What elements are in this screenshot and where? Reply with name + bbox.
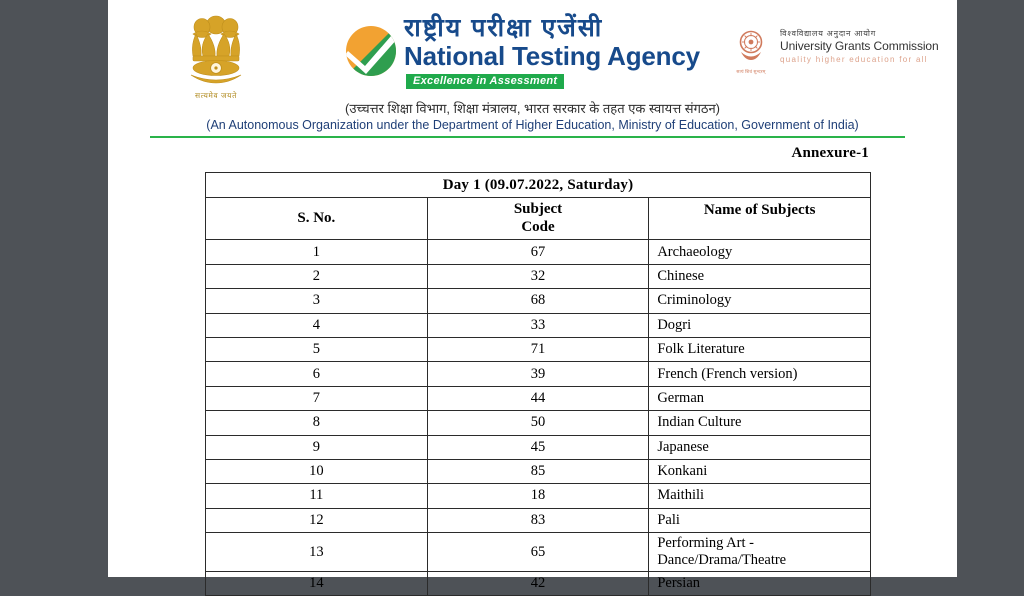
table-row [206, 459, 871, 483]
document-page [108, 0, 957, 592]
cell-subject-code: 39 [427, 362, 649, 386]
column-header-sno: S. No. [206, 198, 428, 240]
cell-sno: 2 [206, 264, 428, 288]
cell-subject-code: 65 [427, 533, 649, 572]
nta-title-hindi: राष्ट्रीय परीक्षा एजेंसी [404, 14, 604, 42]
cell-subject-code: 83 [427, 508, 649, 532]
cell-sno: 12 [206, 508, 428, 532]
subjects-table-wrapper [205, 172, 871, 596]
cell-sno: 7 [206, 386, 428, 410]
cell-subject-code: 85 [427, 459, 649, 483]
table-row [206, 289, 871, 313]
cell-sno: 6 [206, 362, 428, 386]
ugc-emblem-icon [733, 28, 769, 64]
cell-subject-name: Folk Literature [649, 337, 871, 361]
table-row [206, 337, 871, 361]
table-row [206, 411, 871, 435]
subtitle-hindi: (उच्चत्तर शिक्षा विभाग, शिक्षा मंत्रालय, भारत सरकार के तहत एक स्वायत्त संगठन) [344, 101, 720, 116]
cell-subject-name: Persian [649, 572, 871, 596]
table-row [206, 386, 871, 410]
cell-subject-code: 33 [427, 313, 649, 337]
nta-title-english: National Testing Agency [404, 41, 700, 71]
cell-subject-name: Archaeology [649, 240, 871, 264]
cell-sno: 5 [206, 337, 428, 361]
cell-subject-name: Chinese [649, 264, 871, 288]
document-header [108, 0, 957, 140]
cell-sno: 8 [206, 411, 428, 435]
ugc-slogan: quality higher education for all [780, 54, 928, 64]
cell-subject-code: 42 [427, 572, 649, 596]
cell-sno: 10 [206, 459, 428, 483]
nta-tagline-badge: Excellence in Assessment [406, 74, 564, 89]
table-row [206, 313, 871, 337]
column-header-subject-code-line2: Code [521, 218, 555, 235]
table-row [206, 362, 871, 386]
column-header-name-of-subjects: Name of Subjects [649, 198, 871, 240]
cell-subject-name: Performing Art - Dance/Drama/Theatre [649, 533, 871, 572]
cell-sno: 14 [206, 572, 428, 596]
subtitle-english: (An Autonomous Organization under the Department of Higher Education, Ministry of Education, Government of India) [206, 118, 859, 132]
ugc-text-block [780, 29, 939, 66]
cell-subject-code: 68 [427, 289, 649, 313]
ugc-logo-block [730, 28, 945, 76]
cell-subject-name: Konkani [649, 459, 871, 483]
cell-subject-code: 44 [427, 386, 649, 410]
table-row [206, 484, 871, 508]
column-header-subject-code [427, 198, 649, 240]
table-row [206, 264, 871, 288]
annexure-label: Annexure-1 [791, 145, 869, 161]
nta-checkmark-circle-logo [344, 24, 398, 78]
cell-sno: 3 [206, 289, 428, 313]
cell-sno: 9 [206, 435, 428, 459]
ugc-name-english: University Grants Commission [780, 39, 939, 54]
cell-subject-name: Criminology [649, 289, 871, 313]
cell-subject-name: Dogri [649, 313, 871, 337]
table-row [206, 435, 871, 459]
cell-sno: 13 [206, 533, 428, 572]
cell-subject-name: Maithili [649, 484, 871, 508]
table-caption: Day 1 (09.07.2022, Saturday) [206, 173, 871, 198]
cell-subject-name: Indian Culture [649, 411, 871, 435]
column-header-subject-code-line1: Subject [513, 201, 563, 217]
cell-sno: 11 [206, 484, 428, 508]
cell-subject-code: 18 [427, 484, 649, 508]
table-header-row [206, 198, 871, 240]
ashoka-lion-capital-emblem [187, 12, 245, 90]
cell-subject-code: 67 [427, 240, 649, 264]
subjects-table [205, 172, 871, 596]
cell-subject-name: Japanese [649, 435, 871, 459]
cell-sno: 1 [206, 240, 428, 264]
emblem-motto: सत्यमेव जयते [195, 91, 237, 100]
table-row [206, 533, 871, 572]
cell-subject-name: French (French version) [649, 362, 871, 386]
ugc-logo [730, 28, 772, 74]
cell-subject-code: 45 [427, 435, 649, 459]
cell-subject-name: Pali [649, 508, 871, 532]
national-emblem [180, 12, 252, 107]
nta-wordmark [404, 14, 734, 89]
cell-subject-name: German [649, 386, 871, 410]
table-row [206, 572, 871, 596]
table-row [206, 508, 871, 532]
cell-subject-code: 71 [427, 337, 649, 361]
table-row [206, 240, 871, 264]
header-divider [150, 136, 905, 138]
nta-logo [344, 24, 398, 78]
cell-subject-code: 50 [427, 411, 649, 435]
ugc-emblem-caption: सत्यं शिवं सुन्दरम् [736, 69, 766, 74]
cell-subject-code: 32 [427, 264, 649, 288]
table-caption-row [206, 173, 871, 198]
cell-sno: 4 [206, 313, 428, 337]
ugc-name-hindi: विश्वविद्यालय अनुदान आयोग [780, 29, 877, 38]
